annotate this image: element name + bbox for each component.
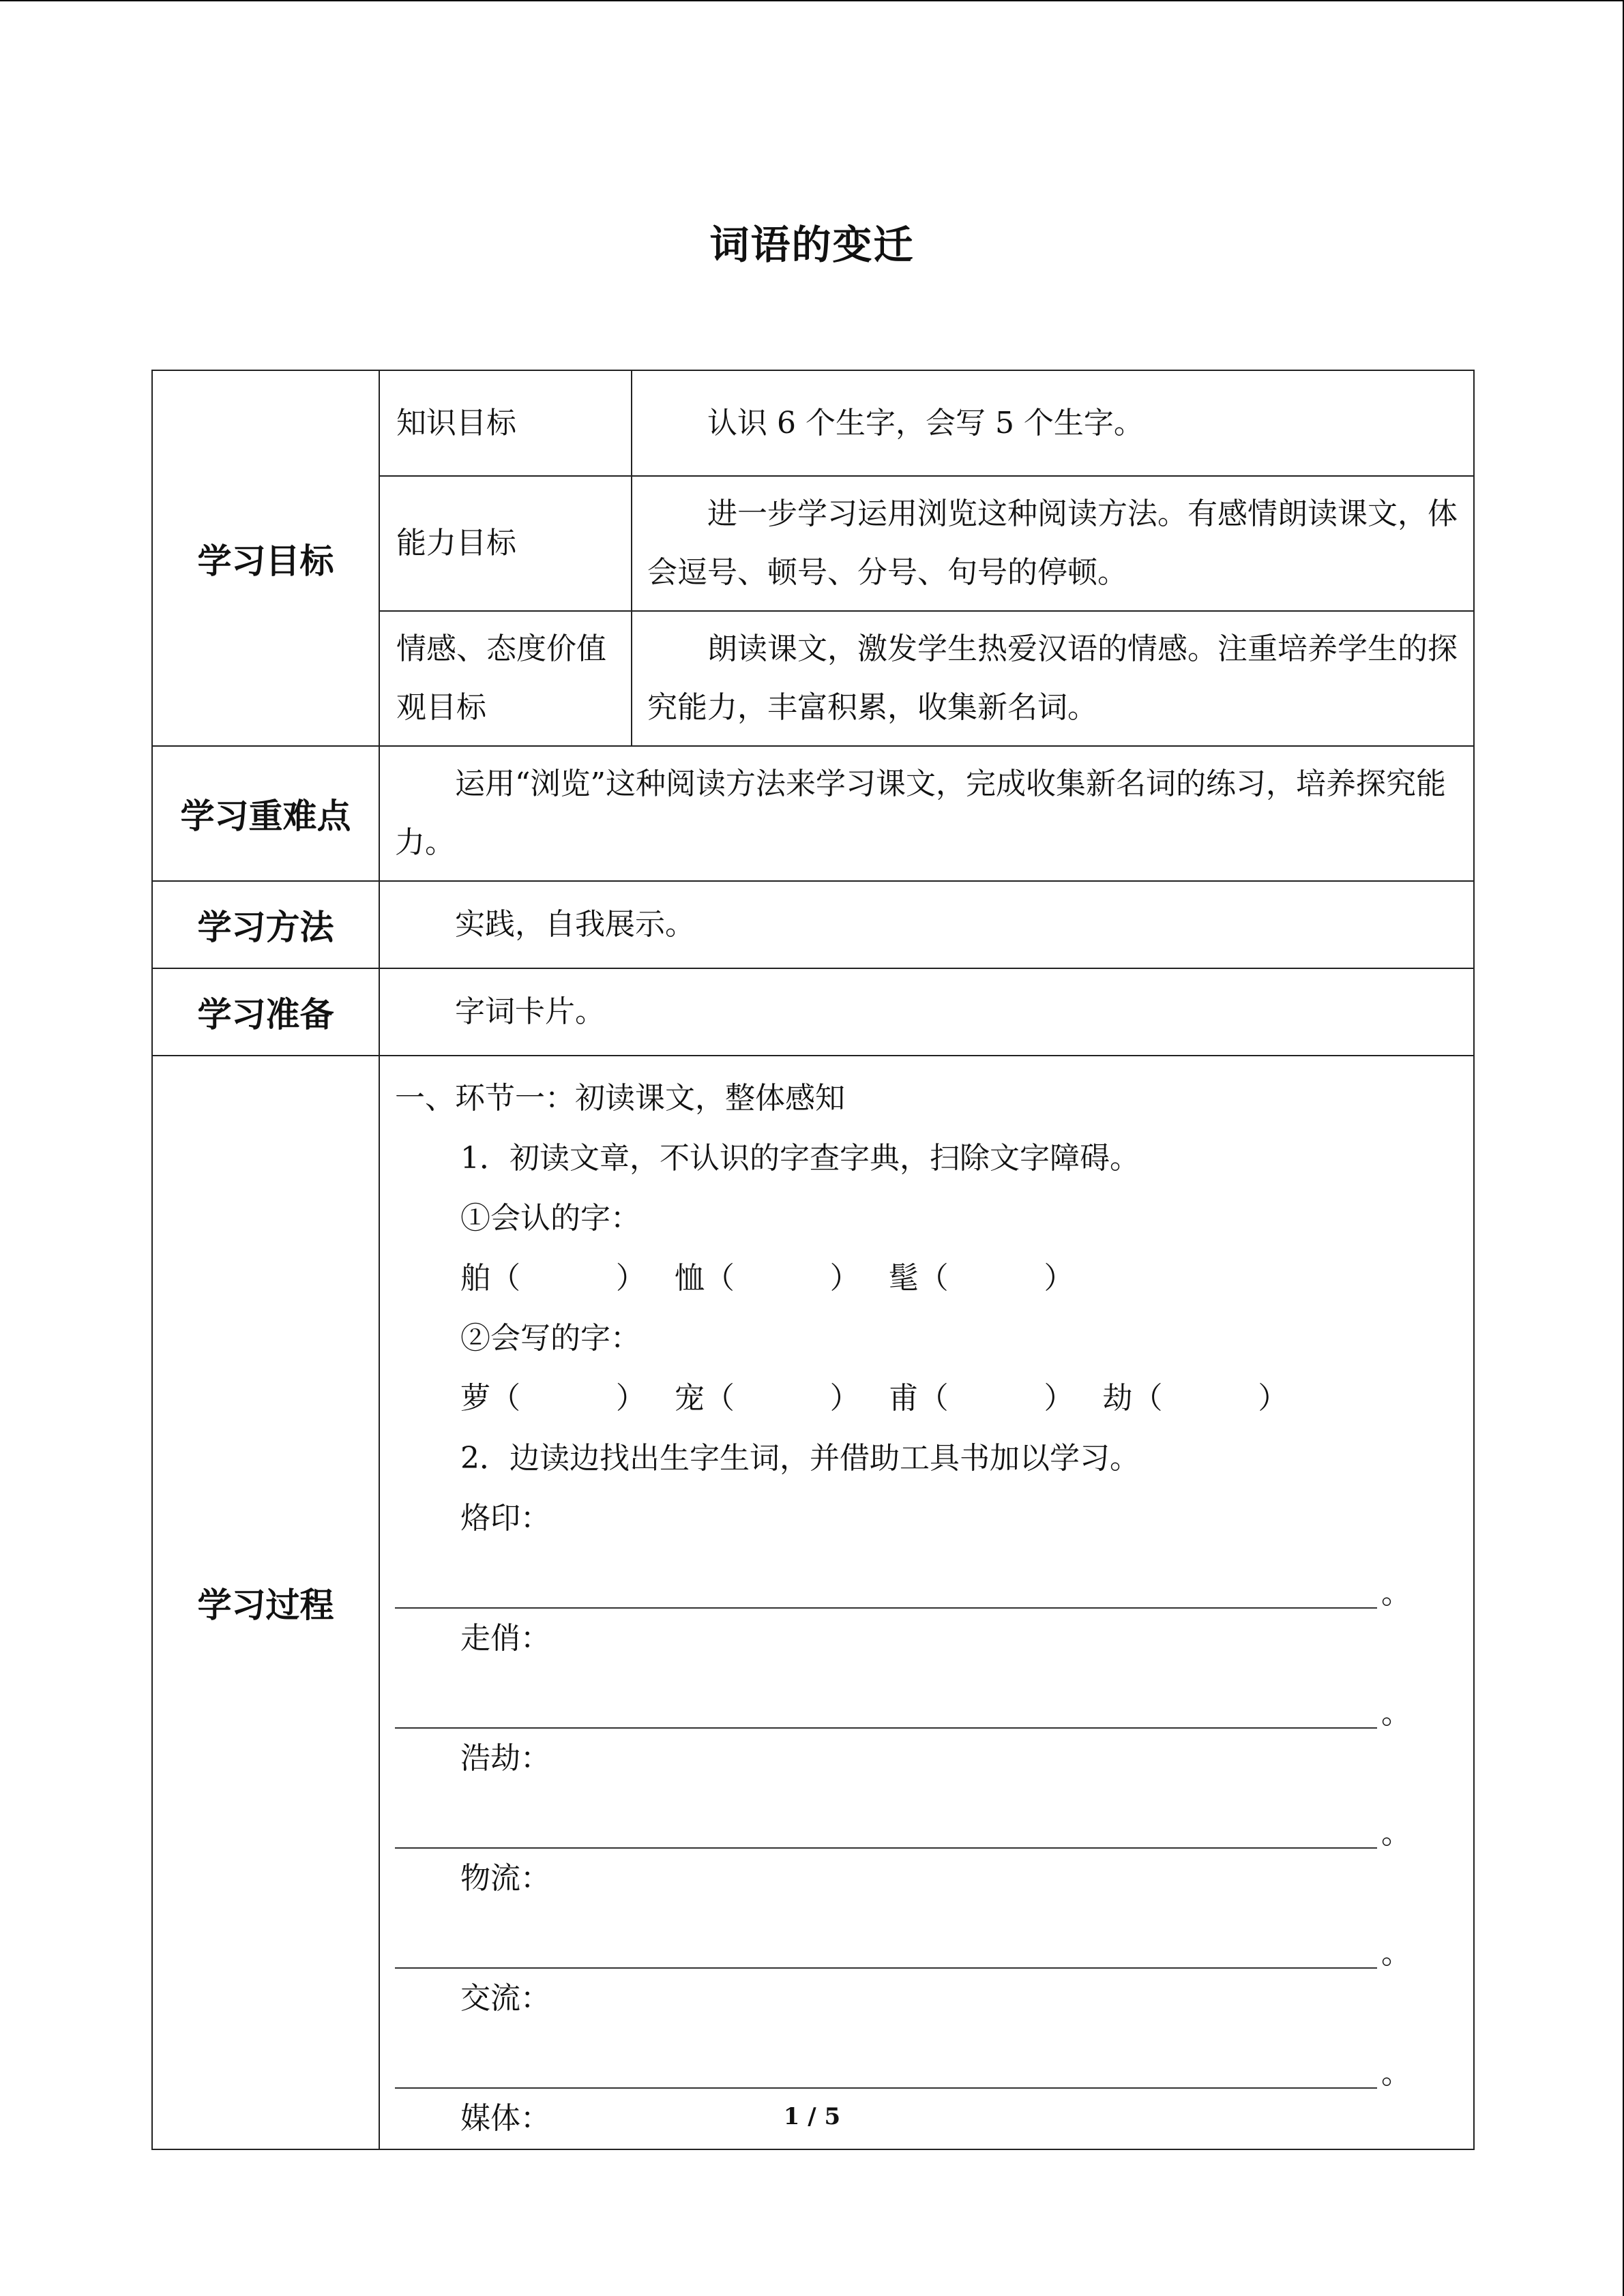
process-content	[379, 1056, 1474, 2149]
word-label: 烙印：	[460, 1501, 550, 1536]
period: 。	[1381, 1576, 1411, 1611]
emotion-objective-text: 朗读课文，激发学生热爱汉语的情感。注重培养学生的探究能力，丰富积累，收集新名词。	[632, 611, 1474, 746]
answer-line	[395, 1560, 1377, 1609]
step-2: 2．边读边找出生字生词，并借助工具书加以学习。	[460, 1441, 1140, 1476]
emotion-objective-label: 情感、态度价值观目标	[379, 611, 632, 746]
row-knowledge-objective	[152, 370, 1474, 476]
word-label: 走俏：	[460, 1621, 550, 1656]
document-title: 词语的变迁	[709, 222, 915, 268]
period: 。	[1381, 1816, 1411, 1851]
write-chars: 萝（ ） 宠（ ） 甫（ ） 劫（ ）	[460, 1381, 1288, 1416]
answer-blank[interactable]	[395, 2029, 1457, 2089]
knowledge-objective-label: 知识目标	[379, 370, 632, 476]
word-label: 交流：	[460, 1981, 550, 2016]
row-key-points	[152, 746, 1474, 881]
write-label: ②会写的字：	[460, 1321, 640, 1356]
word-label: 浩劫：	[460, 1741, 550, 1776]
section-heading: 一、环节一：初读课文，整体感知	[395, 1081, 845, 1116]
ability-objective-label: 能力目标	[379, 476, 632, 611]
answer-blank[interactable]	[395, 1909, 1457, 1969]
recognize-chars: 舶（ ） 恤（ ） 髦（ ）	[460, 1261, 1074, 1296]
method-text: 实践，自我展示。	[379, 881, 1474, 968]
lesson-plan-table	[151, 370, 1475, 2150]
key-points-text: 运用“浏览”这种阅读方法来学习课文，完成收集新名词的练习，培养探究能力。	[379, 746, 1474, 881]
step-1: 1．初读文章，不认识的字查字典，扫除文字障碍。	[460, 1141, 1140, 1176]
row-process	[152, 1056, 1474, 2149]
word-label: 物流：	[460, 1861, 550, 1896]
row-prep	[152, 968, 1474, 1056]
answer-line	[395, 1920, 1377, 1969]
period: 。	[1381, 1696, 1411, 1731]
answer-line	[395, 1800, 1377, 1849]
key-points-label: 学习重难点	[152, 746, 379, 881]
process-label: 学习过程	[152, 1056, 379, 2149]
page-number: 1 / 5	[783, 2103, 841, 2130]
answer-blank[interactable]	[395, 1669, 1457, 1729]
objectives-label: 学习目标	[152, 370, 379, 746]
period: 。	[1381, 2056, 1411, 2091]
word-label: 媒体：	[460, 2101, 550, 2136]
ability-objective-text: 进一步学习运用浏览这种阅读方法。有感情朗读课文，体会逗号、顿号、分号、句号的停顿。	[632, 476, 1474, 611]
prep-text: 字词卡片。	[379, 968, 1474, 1056]
period: 。	[1381, 1936, 1411, 1971]
answer-blank[interactable]	[395, 1549, 1457, 1609]
prep-label: 学习准备	[152, 968, 379, 1056]
answer-line	[395, 2040, 1377, 2089]
row-method	[152, 881, 1474, 968]
answer-line	[395, 1680, 1377, 1729]
knowledge-objective-text: 认识 6 个生字，会写 5 个生字。	[632, 370, 1474, 476]
recognize-label: ①会认的字：	[460, 1201, 640, 1236]
method-label: 学习方法	[152, 881, 379, 968]
answer-blank[interactable]	[395, 1789, 1457, 1849]
